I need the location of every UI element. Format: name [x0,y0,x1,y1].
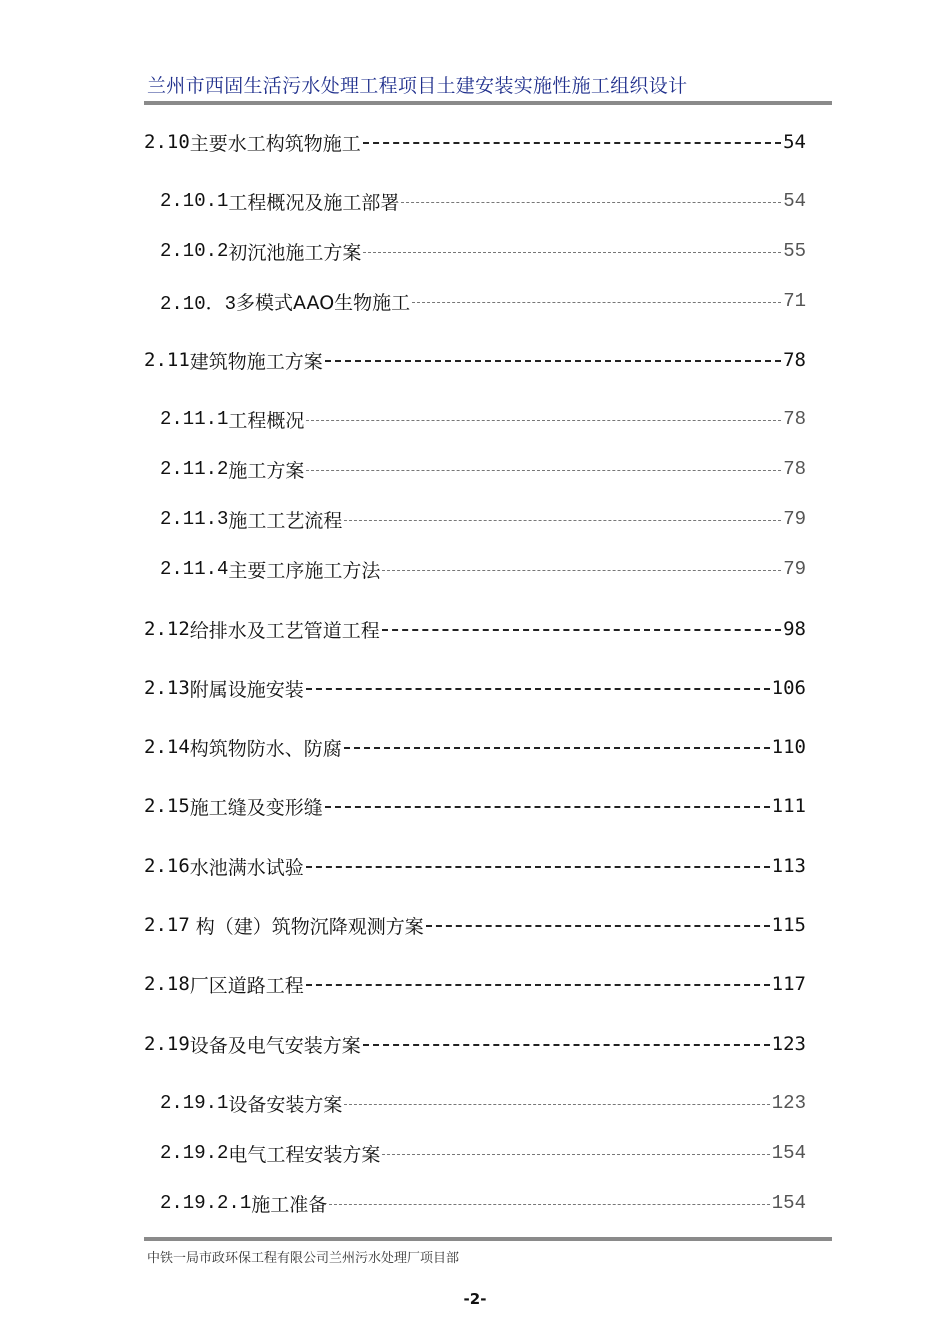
toc-entry-page: 78 [783,408,806,430]
toc-entry-title: 主要工序施工方法 [228,559,381,582]
toc-entry[interactable] [144,614,806,644]
toc-entry-number: 2.10．3 [160,292,237,315]
toc-entry-page: 54 [783,190,806,212]
toc-dot-leader [306,420,781,421]
toc-entry-number: 2.14 [144,736,190,758]
toc-entry-number: 2.11 [144,349,190,371]
toc-dot-leader [412,302,781,303]
toc-entry-number: 2.19.1 [160,1092,229,1114]
footer-company-text: 中铁一局市政环保工程有限公司兰州污水处理厂项目部 [147,1251,460,1266]
toc-entry[interactable] [160,286,806,316]
toc-entry-number: 2.19.2 [160,1142,229,1164]
toc-entry-title: 设备及电气安装方案 [189,1034,361,1057]
toc-dot-leader [325,806,770,808]
page-number: -2- [463,1290,487,1308]
toc-dot-leader [344,1104,769,1105]
toc-entry[interactable] [144,345,806,375]
toc-entry[interactable] [144,1029,806,1059]
toc-entry-number: 2.15 [144,795,190,817]
toc-entry-title: 设备安装方案 [228,1093,343,1116]
toc-entry-page: 117 [771,973,806,995]
toc-entry-title: 电气工程安装方案 [228,1143,381,1166]
toc-entry-page: 79 [783,508,806,530]
toc-dot-leader [426,925,770,927]
toc-entry-number: 2.12 [144,618,190,640]
toc-entry[interactable] [144,851,806,881]
toc-entry[interactable] [160,504,806,534]
toc-entry-title: 施工方案 [228,459,305,482]
toc-entry-number: 2.10.2 [160,240,229,262]
toc-entry[interactable] [144,969,806,999]
toc-entry-page: 78 [783,349,806,371]
toc-entry-title: 主要水工构筑物施工 [189,132,361,155]
toc-entry[interactable] [160,454,806,484]
toc-entry[interactable] [144,673,806,703]
toc-entry-page: 78 [783,458,806,480]
toc-dot-leader [306,688,770,690]
toc-entry-page: 110 [771,736,806,758]
toc-entry-title: 附属设施安装 [189,678,304,701]
toc-entry-page: 113 [771,855,806,877]
toc-dot-leader [344,747,770,749]
toc-dot-leader [306,866,770,868]
toc-entry-title: 水池满水试验 [189,856,304,879]
toc-dot-leader [382,570,781,571]
toc-entry-page: 154 [771,1142,806,1164]
toc-entry-number: 2.16 [144,855,190,877]
toc-entry-number: 2.11.4 [160,558,229,580]
toc-dot-leader [401,202,781,203]
toc-entry[interactable] [160,404,806,434]
toc-entry-number: 2.10 [144,131,190,153]
toc-entry-title: 施工缝及变形缝 [189,796,323,819]
toc-entry-title: 多模式AAO生物施工 [236,291,411,314]
toc-entry[interactable] [160,1138,806,1168]
toc-entry-page: 154 [771,1192,806,1214]
toc-entry[interactable] [144,910,806,940]
toc-dot-leader [325,360,781,362]
toc-entry-page: 123 [771,1092,806,1114]
toc-entry-page: 79 [783,558,806,580]
toc-entry-title: 厂区道路工程 [189,974,304,997]
toc-entry-page: 111 [771,795,806,817]
toc-entry-number: 2.18 [144,973,190,995]
toc-entry-title: 工程概况及施工部署 [228,191,400,214]
toc-entry-number: 2.19.2.1 [160,1192,252,1214]
toc-entry-number: 2.11.2 [160,458,229,480]
toc-entry-number: 2.10.1 [160,190,229,212]
toc-dot-leader [363,1044,770,1046]
toc-entry[interactable] [144,127,806,157]
toc-entry-title: 施工准备 [251,1193,328,1216]
toc-dot-leader [363,142,781,144]
toc-entry[interactable] [160,554,806,584]
toc-entry-page: 71 [783,290,806,312]
toc-entry-page: 54 [783,131,806,153]
toc-entry[interactable] [160,186,806,216]
toc-entry-title: 建筑物施工方案 [189,350,323,373]
toc-dot-leader [329,1204,770,1205]
toc-dot-leader [363,252,781,253]
toc-entry[interactable] [160,236,806,266]
toc-entry-page: 106 [771,677,806,699]
toc-dot-leader [382,629,781,631]
footer-divider [144,1237,832,1241]
toc-entry[interactable] [144,732,806,762]
toc-entry-number: 2.17 [144,914,190,936]
toc-entry-page: 123 [771,1033,806,1055]
toc-dot-leader [306,984,770,986]
toc-entry-page: 115 [771,914,806,936]
toc-entry-title: 构筑物防水、防腐 [189,737,342,760]
toc-entry[interactable] [160,1188,806,1218]
toc-entry-title: 构（建）筑物沉降观测方案 [189,915,424,938]
toc-entry-number: 2.11.1 [160,408,229,430]
toc-entry[interactable] [144,791,806,821]
toc-entry-number: 2.19 [144,1033,190,1055]
toc-entry-page: 55 [783,240,806,262]
toc-entry-title: 初沉池施工方案 [228,241,362,264]
document-header-title: 兰州市西固生活污水处理工程项目土建安装实施性施工组织设计 [147,75,688,97]
toc-entry-number: 2.11.3 [160,508,229,530]
toc-entry-title: 工程概况 [228,409,305,432]
toc-entry-number: 2.13 [144,677,190,699]
toc-entry[interactable] [160,1088,806,1118]
toc-dot-leader [344,520,781,521]
toc-dot-leader [306,470,781,471]
toc-dot-leader [382,1154,769,1155]
toc-entry-title: 给排水及工艺管道工程 [189,619,380,642]
toc-entry-title: 施工工艺流程 [228,509,343,532]
toc-entry-page: 98 [783,618,806,640]
